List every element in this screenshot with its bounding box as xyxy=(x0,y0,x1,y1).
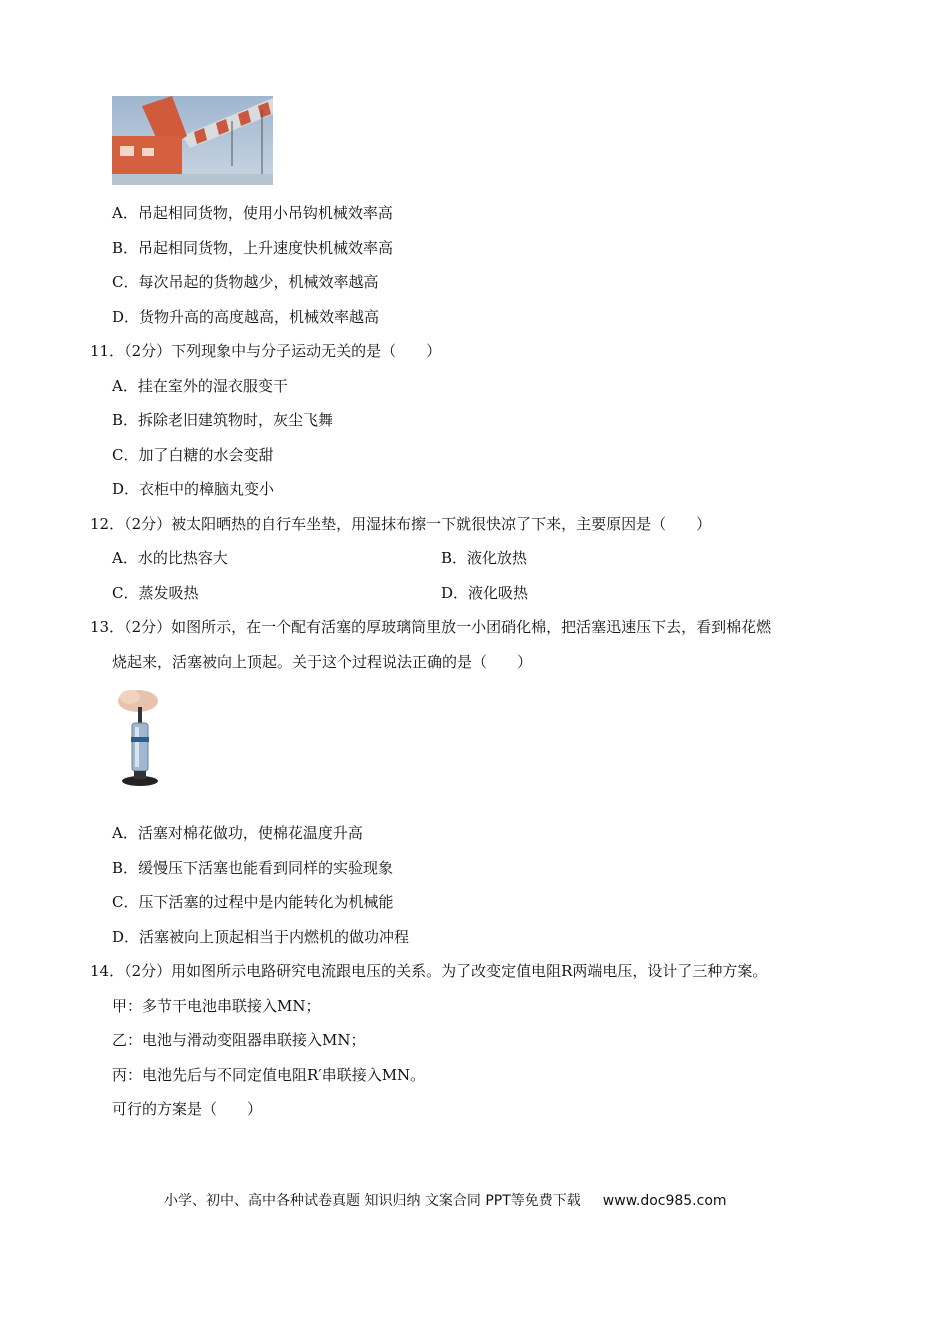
q13-option-d: D．活塞被向上顶起相当于内燃机的做功冲程 xyxy=(112,928,410,946)
q13-option-a: A．活塞对棉花做功，使棉花温度升高 xyxy=(112,824,363,842)
q14-plan-jia: 甲：多节干电池串联接入MN； xyxy=(112,997,321,1015)
q12-option-a: A．水的比热容大 xyxy=(112,549,228,567)
q14-plan-bing: 丙：电池先后与不同定值电阻R′串联接入MN。 xyxy=(112,1066,426,1084)
q11-option-b: B．拆除老旧建筑物时，灰尘飞舞 xyxy=(112,411,334,429)
q10-option-b: B．吊起相同货物，上升速度快机械效率高 xyxy=(112,239,394,257)
q10-option-c: C．每次吊起的货物越少，机械效率越高 xyxy=(112,273,379,291)
page-footer xyxy=(164,1190,727,1210)
piston-cylinder-figure xyxy=(112,685,167,791)
q12-option-c: C．蒸发吸热 xyxy=(112,584,199,602)
q10-option-d: D．货物升高的高度越高，机械效率越高 xyxy=(112,308,380,326)
q14-plan-yi: 乙：电池与滑动变阻器串联接入MN； xyxy=(112,1031,366,1049)
q11-option-d: D．衣柜中的樟脑丸变小 xyxy=(112,480,275,498)
q14-ask: 可行的方案是（ ） xyxy=(112,1100,263,1118)
q13-option-b: B．缓慢压下活塞也能看到同样的实验现象 xyxy=(112,859,394,877)
q14-stem: 14．（2分）用如图所示电路研究电流跟电压的关系。为了改变定值电阻R两端电压，设计了三种方案。 xyxy=(90,962,768,980)
footer-text: 小学、初中、高中各种试卷真题 知识归纳 文案合同 PPT等免费下载 xyxy=(164,1193,581,1209)
q11-option-c: C．加了白糖的水会变甜 xyxy=(112,446,274,464)
footer-url[interactable]: www.doc985.com xyxy=(602,1193,727,1209)
q13-stem-line2: 烧起来，活塞被向上顶起。关于这个过程说法正确的是（ ） xyxy=(112,653,533,671)
q12-option-b: B．液化放热 xyxy=(441,549,528,567)
q12-stem: 12．（2分）被太阳晒热的自行车坐垫，用湿抹布擦一下就很快凉了下来，主要原因是（ ） xyxy=(90,515,712,533)
q11-option-a: A．挂在室外的湿衣服变干 xyxy=(112,377,288,395)
q12-option-d: D．液化吸热 xyxy=(441,584,529,602)
q10-option-a: A．吊起相同货物，使用小吊钩机械效率高 xyxy=(112,204,393,222)
q11-stem: 11．（2分）下列现象中与分子运动无关的是（ ） xyxy=(90,342,442,360)
q13-stem-line1: 13．（2分）如图所示，在一个配有活塞的厚玻璃筒里放一小团硝化棉，把活塞迅速压下去，看到棉花燃 xyxy=(90,618,772,636)
crane-figure xyxy=(112,96,273,185)
q13-option-c: C．压下活塞的过程中是内能转化为机械能 xyxy=(112,893,394,911)
